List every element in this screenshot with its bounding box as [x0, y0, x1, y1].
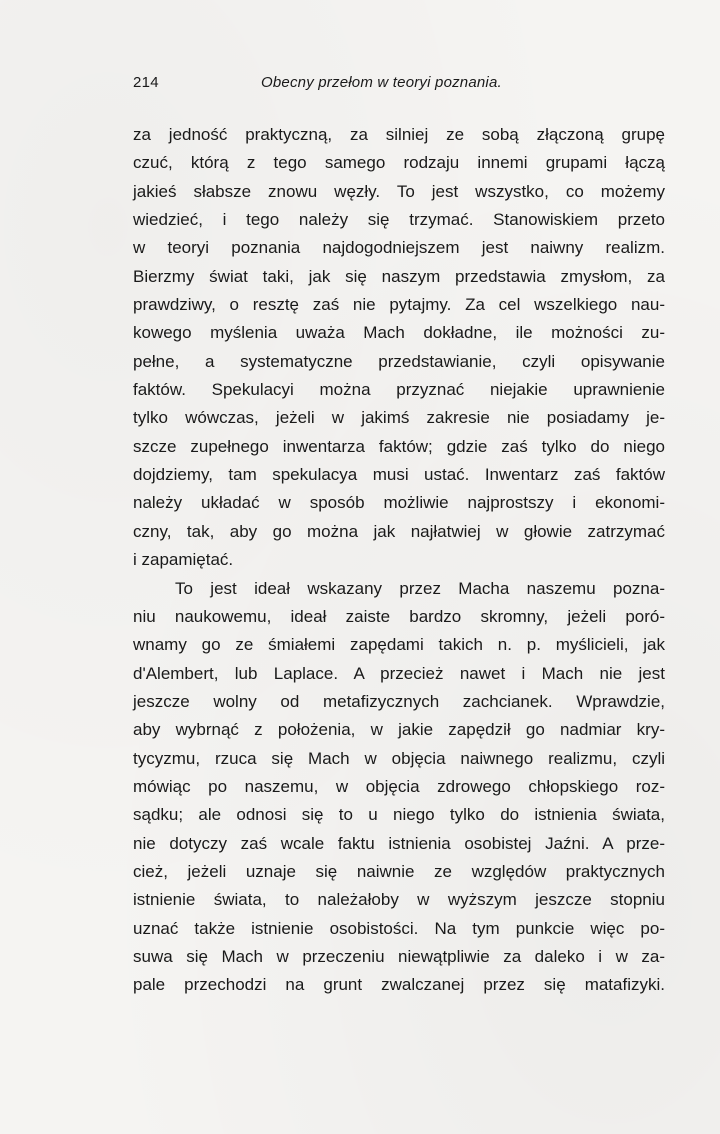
text-line: uznać także istnienie osobistości. Na tym punkcie więc po- [133, 918, 665, 938]
text-line: Bierzmy świat taki, jak się naszym przedstawia zmysłom, za [133, 266, 665, 286]
text-line: d'Alembert, lub Laplace. A przecież nawet i Mach nie jest [133, 663, 665, 683]
paragraph-1 [133, 121, 665, 575]
paragraph-2 [133, 575, 665, 1000]
text-line: prawdziwy, o resztę zaś nie pytajmy. Za cel wszelkiego nau- [133, 295, 665, 315]
text-line: jeszcze wolny od metafizycznych zachcianek. Wprawdzie, [133, 691, 665, 711]
text-line: wiedzieć, i tego należy się trzymać. Stanowiskiem przeto [133, 210, 665, 230]
text-line: dojdziemy, tam spekulacya musi ustać. Inwentarz zaś faktów [133, 465, 665, 485]
text-line: pełne, a systematyczne przedstawianie, czyli opisywanie [133, 351, 665, 371]
text-line: suwa się Mach w przeczeniu niewątpliwie za daleko i w za- [133, 946, 665, 966]
text-line: faktów. Spekulacyi można przyznać niejakie uprawnienie [133, 380, 665, 400]
text-line: tycyzmu, rzuca się Mach w objęcia naiwnego realizmu, czyli [133, 748, 665, 768]
text-line: niu naukowemu, ideał zaiste bardzo skromny, jeżeli poró- [133, 606, 665, 626]
text-line: kowego myślenia uważa Mach dokładne, ile możności zu- [133, 323, 665, 343]
text-line: tylko wówczas, jeżeli w jakimś zakresie nie posiadamy je- [133, 408, 665, 428]
text-line: jakieś słabsze znowu węzły. To jest wszystko, co możemy [133, 181, 665, 201]
text-line: czny, tak, aby go można jak najłatwiej w głowie zatrzymać [133, 521, 665, 541]
text-line: istnienie świata, to należałoby w wyższym jeszcze stopniu [133, 890, 665, 910]
text-line: wnamy go ze śmiałemi zapędami takich n. p. myślicieli, jak [133, 635, 665, 655]
body-text [133, 121, 665, 1000]
text-line: nie dotyczy zaś wcale faktu istnienia osobistej Jaźni. A prze- [133, 833, 665, 853]
text-line: czuć, którą z tego samego rodzaju innemi grupami łączą [133, 153, 665, 173]
text-line: mówiąc po naszemu, w objęcia zdrowego chłopskiego roz- [133, 776, 665, 796]
page-header [133, 74, 663, 98]
text-line: należy układać w sposób możliwie najprostszy i ekonomi- [133, 493, 665, 513]
text-line: pale przechodzi na grunt zwalczanej przez się matafizyki. [133, 975, 665, 995]
text-line: aby wybrnąć z położenia, w jakie zapędził go nadmiar kry- [133, 720, 665, 740]
page-number: 214 [133, 74, 159, 91]
text-line: To jest ideał wskazany przez Macha naszemu pozna- [175, 578, 665, 598]
text-line: szcze zupełnego inwentarza faktów; gdzie zaś tylko do niego [133, 436, 665, 456]
text-line: cież, jeżeli uznaje się naiwnie ze względów praktycznych [133, 861, 665, 881]
text-line: sądku; ale odnosi się to u niego tylko do istnienia świata, [133, 805, 665, 825]
text-line: w teoryi poznania najdogodniejszem jest naiwny realizm. [133, 238, 665, 258]
text-line: za jedność praktyczną, za silniej ze sobą złączoną grupę [133, 125, 665, 144]
text-line: i zapamiętać. [133, 550, 234, 570]
running-title: Obecny przełom w teoryi poznania. [261, 74, 502, 91]
